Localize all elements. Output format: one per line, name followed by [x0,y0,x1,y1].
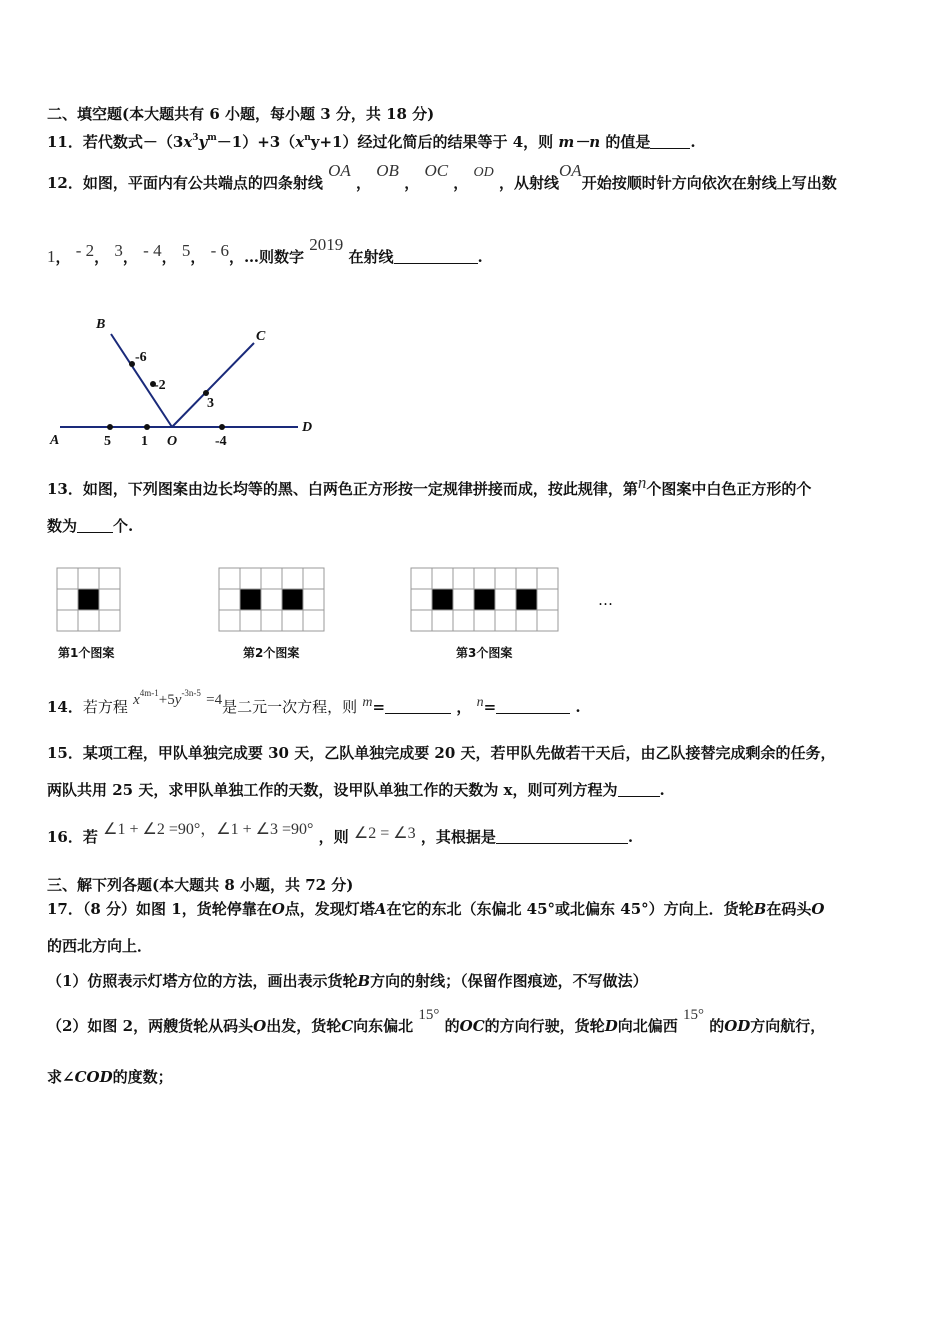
pattern-ellipsis: … [598,591,613,609]
pattern-3 [410,567,566,635]
question-17-part-1: （1）仿照表示灯塔方位的方法，画出表示货轮B方向的射线；（保留作图痕迹，不写做法） [47,972,648,990]
q11-answer-blank[interactable] [650,134,690,149]
section-3-title: 三、解下列各题(本大题共 8 小题，共 72 分) [47,876,354,894]
question-12: 12．如图，平面内有公共端点的四条射线 OA ， OB ， OC ， OD ，从射线OA开始按顺时针方向依次在射线上写出数 [47,161,837,192]
pattern-1-caption: 第1个图案 [58,646,115,660]
label-d: D [302,420,313,435]
q13-answer-blank[interactable] [77,518,113,533]
q16-answer-blank[interactable] [496,829,628,844]
question-12-sequence: 1， - 2， 3， - 4， 5， - 6，…则数字 2019 在射线 . [47,235,483,266]
label-minus-6: -6 [135,350,147,365]
label-minus-4: -4 [215,434,227,449]
label-5: 5 [104,434,111,449]
question-11: 11．若代数式$-(3x^3y^m-1)+3(x^ny+1)$经过化简后的结果等于 4，则 m－n 的值是 . [47,133,696,151]
question-15: 15．某项工程，甲队单独完成要 30 天，乙队单独完成要 20 天，若甲队先做若干天后，由乙队接替完成剩余的任务， [47,744,836,762]
label-minus-2: -2 [154,378,166,393]
q14-m-blank[interactable] [385,699,451,714]
q14-n-blank[interactable] [496,699,570,714]
question-13-cont: 数为 个. [47,517,134,535]
question-16: 16．若 ∠1 + ∠2 =90°，∠1 + ∠3 =90° ，则 ∠2 = ∠3 ，其根据是 . [47,821,634,846]
pattern-3-caption: 第3个图案 [456,646,513,660]
point-minus-4 [219,424,225,430]
question-15-cont: 两队共用 25 天，求甲队单独工作的天数，设甲队单独工作的天数为 x，则可列方程为 . [47,781,665,799]
q15-answer-blank[interactable] [618,782,660,797]
point-1 [144,424,150,430]
question-13: 13．如图，下列图案由边长均等的黑、白两色正方形按一定规律拼接而成，按此规律，第n个图案中白色正方形的个 [47,473,812,498]
ray-oc-line [172,343,254,427]
q11-expression: m－n [558,133,601,151]
label-1: 1 [141,434,148,449]
question-17-part-2-cont: 求∠COD的度数； [47,1068,173,1086]
label-b: B [96,317,106,332]
pattern-2 [218,567,330,635]
pattern-2-caption: 第2个图案 [243,646,300,660]
section-2-title: 二、填空题(本大题共有 6 小题，每小题 3 分，共 18 分) [47,105,435,123]
label-o: O [167,434,178,449]
label-c: C [256,329,266,344]
label-a: A [50,433,60,448]
pattern-1 [56,567,124,635]
question-17-part-2: （2）如图 2，两艘货轮从码头O出发，货轮C向东偏北 15° 的OC的方向行驶，货轮D向北偏西 15° 的OD方向航行， [47,1007,826,1035]
question-17-cont: 的西北方向上． [47,937,153,955]
q12-rays-figure [44,310,334,452]
question-17: 17．（8 分）如图 1，货轮停靠在O点，发现灯塔A在它的东北（东偏北 45°或北偏东 45°）方向上．货轮B在码头O [47,900,825,918]
point-5 [107,424,113,430]
label-3: 3 [207,396,214,411]
question-14: 14．若方程 $x^{4m-1}+5y^{-3n-5} =4$是二元一次方程，则 m= ， n= . [47,688,581,716]
q12-answer-blank[interactable] [394,249,478,264]
